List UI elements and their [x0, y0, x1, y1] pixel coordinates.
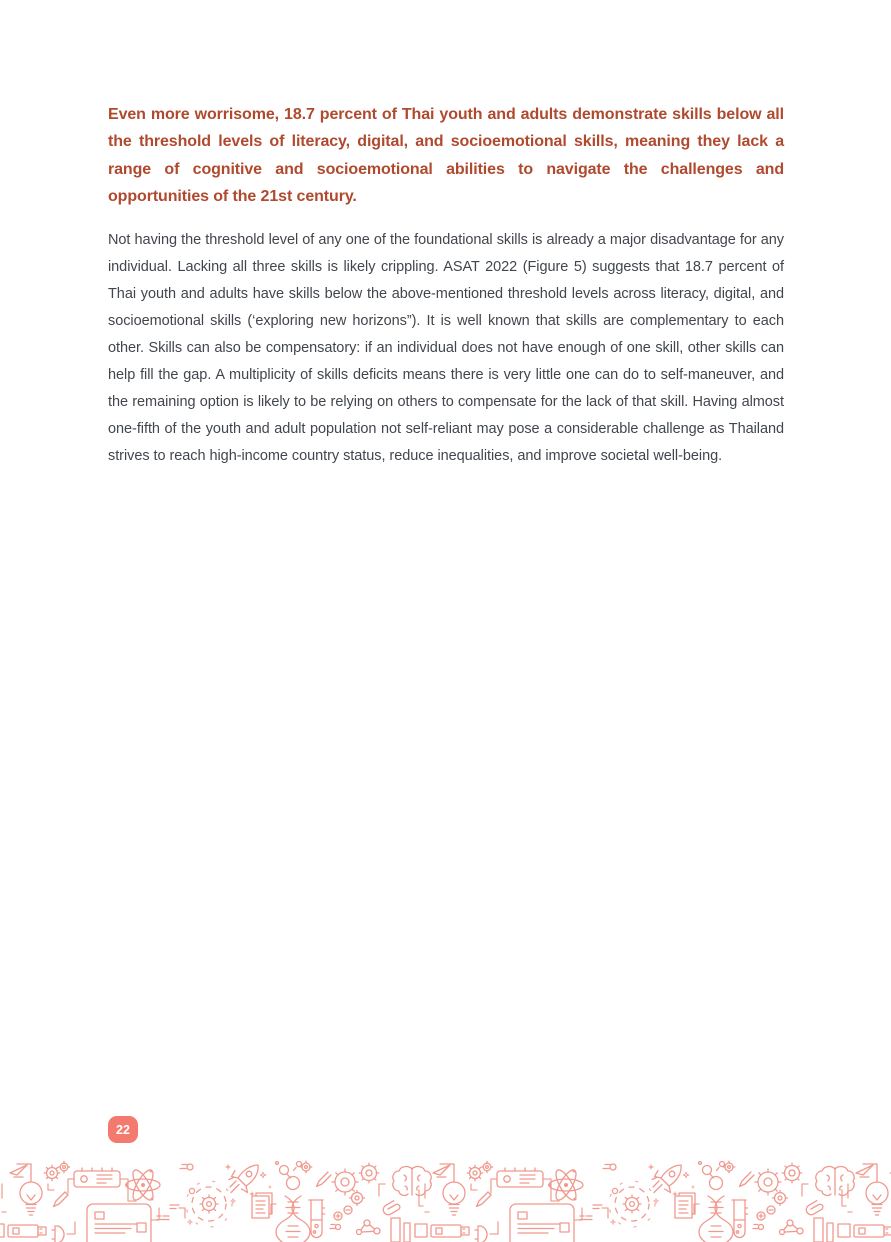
lead-heading-paragraph: Even more worrisome, 18.7 percent of Thai youth and adults demonstrate skills below all the threshold levels of literacy, digital, and socioemotional skills, meaning they lack a range of cognitive and socioemotional abilities to navigate the challenges and opportunities of the 21st century. [108, 106, 784, 206]
page-number: 22 [116, 1122, 130, 1137]
body-paragraph: Not having the threshold level of any one of the foundational skills is already a major disadvantage for any individual. Lacking all three skills is likely crippling. ASAT 2022 (Figure 5) suggests that 18.7 percent of Thai youth and adults have skills below the above-mentioned threshold levels across literacy, digital, and socioemotional skills (‘exploring new horizons”). It is well known that skills are complementary to each other. Skills can also be compensatory: if an individual does not have enough of one skill, other skills can help fill the gap. A multiplicity of skills deficits means there is very little one can do to self-maneuver, and the remaining option is likely to be relying on others to compensate for the lack of that skill. Having almost one-fifth of the youth and adult population not self-reliant may pose a considerable challenge as Thailand strives to reach high-income country status, reduce inequalities, and improve societal well-being. [108, 232, 784, 464]
page-number-badge [108, 1116, 138, 1143]
footer-doodle-band [0, 1160, 891, 1242]
